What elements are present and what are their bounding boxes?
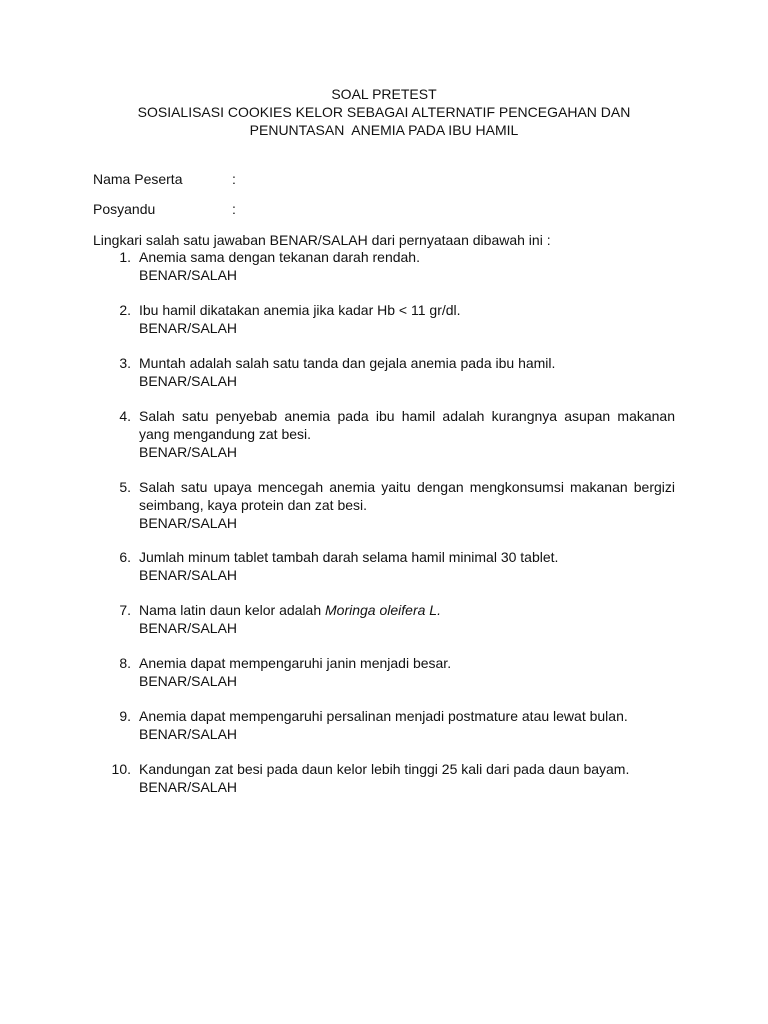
question-number: 10. [111, 761, 131, 777]
question-item [93, 478, 675, 532]
question-item [93, 654, 675, 690]
answer-options: BENAR/SALAH [139, 779, 238, 795]
latin-name: Moringa oleifera L. [325, 602, 441, 618]
nama-peserta-colon: : [232, 171, 236, 187]
question-number: 4. [119, 408, 131, 424]
question-text: Anemia dapat mempengaruhi janin menjadi besar. [139, 655, 452, 671]
question-item [93, 760, 675, 796]
question-item [93, 354, 675, 390]
field-nama-peserta [93, 170, 236, 188]
question-number: 5. [119, 479, 131, 495]
nama-peserta-label: Nama Peserta [93, 171, 183, 187]
answer-options: BENAR/SALAH [139, 515, 238, 531]
answer-options: BENAR/SALAH [139, 444, 238, 460]
field-posyandu [93, 200, 236, 218]
question-text: Ibu hamil dikatakan anemia jika kadar Hb < 11 gr/dl. [139, 302, 461, 318]
answer-options: BENAR/SALAH [139, 726, 238, 742]
question-item [93, 707, 675, 743]
question-number: 1. [119, 249, 131, 265]
question-number: 3. [119, 355, 131, 371]
title-line-2: SOSIALISASI COOKIES KELOR SEBAGAI ALTERNATIF PENCEGAHAN DAN [137, 104, 631, 120]
answer-options: BENAR/SALAH [139, 320, 238, 336]
answer-options: BENAR/SALAH [139, 267, 238, 283]
question-text: Salah satu upaya mencegah anemia yaitu dengan mengkonsumsi makanan bergizi seimbang, kaya protein dan zat besi. [139, 479, 675, 513]
question-item [93, 601, 675, 637]
answer-options: BENAR/SALAH [139, 673, 238, 689]
title-line-1: SOAL PRETEST [331, 86, 437, 102]
question-text: Anemia dapat mempengaruhi persalinan menjadi postmature atau lewat bulan. [139, 708, 628, 724]
question-item [93, 548, 675, 584]
question-item [93, 248, 675, 284]
posyandu-colon: : [232, 201, 236, 217]
question-text: Muntah adalah salah satu tanda dan gejala anemia pada ibu hamil. [139, 355, 556, 371]
question-number: 2. [119, 302, 131, 318]
question-number: 9. [119, 708, 131, 724]
question-text: Salah satu penyebab anemia pada ibu hamil adalah kurangnya asupan makanan yang mengandung zat besi. [139, 408, 675, 442]
question-text [139, 601, 675, 619]
question-item [93, 301, 675, 337]
question-number: 8. [119, 655, 131, 671]
question-number: 6. [119, 549, 131, 565]
question-item [93, 407, 675, 461]
answer-options: BENAR/SALAH [139, 373, 238, 389]
posyandu-label: Posyandu [93, 201, 156, 217]
question-number: 7. [119, 602, 131, 618]
title-line-3: PENUNTASAN ANEMIA PADA IBU HAMIL [249, 122, 519, 138]
document-title [0, 85, 768, 139]
answer-options: BENAR/SALAH [139, 620, 238, 636]
instruction-text: Lingkari salah satu jawaban BENAR/SALAH dari pernyataan dibawah ini : [93, 232, 551, 248]
question-text-plain: Nama latin daun kelor adalah [139, 602, 326, 618]
answer-options: BENAR/SALAH [139, 567, 238, 583]
question-text: Anemia sama dengan tekanan darah rendah. [139, 249, 420, 265]
question-text: Kandungan zat besi pada daun kelor lebih tinggi 25 kali dari pada daun bayam. [139, 761, 630, 777]
question-text: Jumlah minum tablet tambah darah selama hamil minimal 30 tablet. [139, 549, 559, 565]
